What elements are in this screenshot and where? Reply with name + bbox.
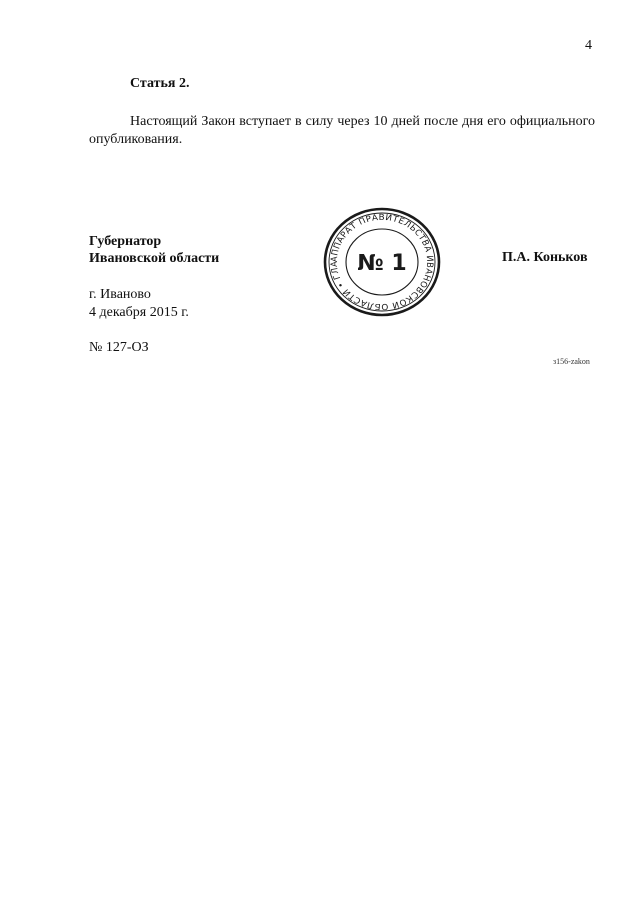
page-number: 4 bbox=[585, 38, 592, 53]
seal-center-text: № 1 bbox=[357, 251, 407, 276]
signer-position bbox=[89, 233, 219, 267]
signer-name: П.А. Коньков bbox=[502, 250, 588, 265]
place-and-date bbox=[89, 286, 189, 322]
place: г. Иваново bbox=[89, 287, 151, 302]
official-seal bbox=[319, 206, 445, 318]
article-paragraph: Настоящий Закон вступает в силу через 10 дней после дня его официального опубликования. bbox=[89, 114, 595, 147]
seal-graphic bbox=[319, 206, 445, 318]
signer-position-line2: Ивановской области bbox=[89, 251, 220, 266]
seal-ring-text: АППАРАТ ПРАВИТЕЛЬСТВА ИВАНОВСКОЙ ОБЛАСТИ • ГЛА bbox=[329, 213, 435, 312]
signer-position-line1: Губернатор bbox=[89, 234, 162, 249]
law-number: № 127-ОЗ bbox=[89, 340, 149, 355]
date: 4 декабря 2015 г. bbox=[89, 305, 189, 320]
file-code: з156-zakon bbox=[553, 357, 590, 366]
article-title: Статья 2. bbox=[130, 76, 190, 91]
